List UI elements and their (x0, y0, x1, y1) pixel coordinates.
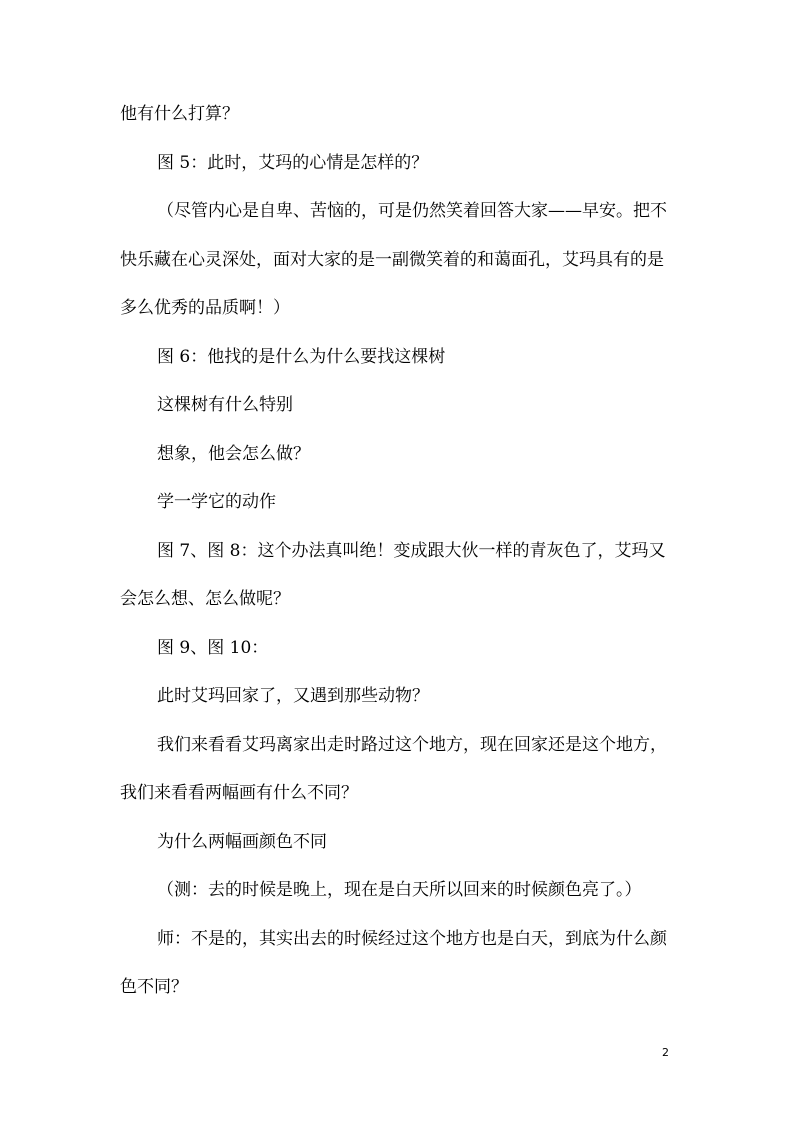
paragraph-8: 图 7、图 8：这个办法真叫绝！变成跟大伙一样的青灰色了，艾玛又会怎么想、怎么做呢？ (120, 540, 666, 609)
paragraph-4: 图 6：他找的是什么为什么要找这棵树 (157, 346, 446, 367)
paragraph-10: 此时艾玛回家了，又遇到那些动物？ (157, 686, 429, 706)
paragraph-3: （尽管内心是自卑、苦恼的，可是仍然笑着回答大家——早安。把不快乐藏在心灵深处，面对大家的是一副微笑着的和蔼面孔，艾玛具有的是多么优秀的品质啊！） (120, 201, 667, 318)
paragraph-14: 师：不是的，其实出去的时候经过这个地方也是白天，到底为什么颜色不同？ (120, 928, 667, 997)
paragraph-13: （测：去的时候是晚上，现在是白天所以回来的时候颜色亮了。） (157, 880, 642, 900)
paragraph-2: 图 5：此时，艾玛的心情是怎样的？ (157, 152, 429, 173)
paragraph-6: 想象，他会怎么做？ (157, 443, 310, 464)
page-number: 2 (662, 1046, 669, 1059)
paragraph-7: 学一学它的动作 (157, 492, 276, 512)
paragraph-5: 这棵树有什么特别 (157, 395, 293, 415)
paragraph-11: 我们来看看艾玛离家出走时路过这个地方，现在回家还是这个地方，我们来看看两幅画有什么不同？ (120, 734, 667, 803)
document-body (120, 90, 680, 1012)
paragraph-1: 他有什么打算？ (120, 104, 239, 124)
paragraph-12: 为什么两幅画颜色不同 (157, 831, 327, 852)
paragraph-9: 图 9、图 10： (157, 637, 269, 658)
